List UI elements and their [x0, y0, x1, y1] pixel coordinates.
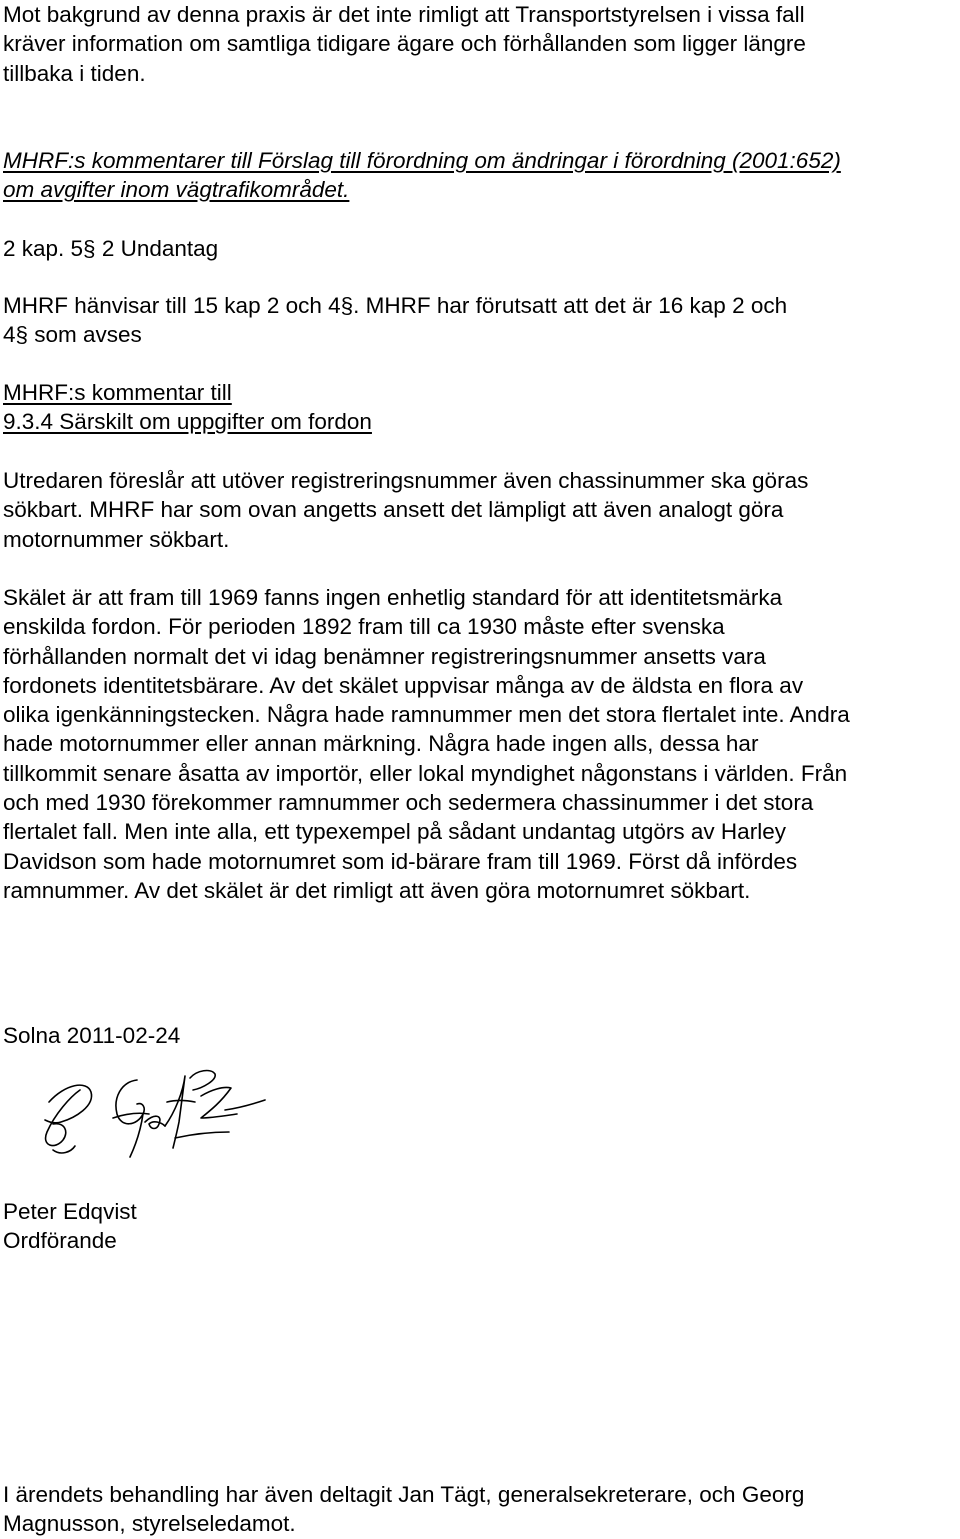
footer-note: I ärendets behandling har även deltagit Jan Tägt, generalsekreterare, och Georg Magnusson, styrelseledamot. [3, 1482, 805, 1537]
paragraph-praxis: Mot bakgrund av denna praxis är det inte rimligt att Transportstyrelsen i vissa fall kräver information om samtliga tidigare ägare och förhållanden som ligger längre tillbaka i tiden. [3, 2, 806, 86]
section-title: 2 kap. 5§ 2 Undantag [3, 236, 219, 261]
signer-name: Peter Edqvist [3, 1199, 137, 1224]
comment-reference: MHRF:s kommentar till 9.3.4 Särskilt om uppgifter om fordon [3, 380, 372, 435]
place-date: Solna 2011-02-24 [3, 1023, 181, 1048]
signer-title: Ordförande [3, 1228, 117, 1253]
paragraph-reference: MHRF hänvisar till 15 kap 2 och 4§. MHRF har förutsatt att det är 16 kap 2 och 4§ som avses [3, 293, 788, 348]
signature-image [25, 1062, 275, 1182]
paragraph-proposal: Utredaren föreslår att utöver registreringsnummer även chassinummer ska göras sökbart. MHRF har som ovan angetts ansett det lämpligt att även analogt göra motornummer sökbart. [3, 468, 809, 552]
paragraph-reason: Skälet är att fram till 1969 fanns ingen enhetlig standard för att identitetsmärka enskilda fordon. För perioden 1892 fram till ca 1930 måste efter svenska förhållanden normalt det vi idag benämner registreringsnummer ansetts vara fordonets identitetsbärare. Av det skälet uppvisar många av de äldsta en flora av olika igenkänningstecken. Några hade ramnummer men det stora flertalet inte. Andra hade motornummer eller annan märkning. Några hade ingen alls, dessa har tillkommit senare åsatta av importör, eller lokal myndighet någonstans i världen. Från och med 1930 förekommer ramnummer och sedermera chassinummer i det stora flertalet fall. Men inte alla, ett typexempel på sådant undantag utgörs av Harley Davidson som hade motornumret som id-bärare fram till 1969. Först då infördes ramnummer. Av det skälet är det rimligt att även göra motornumret sökbart. [3, 585, 850, 903]
comment-heading: MHRF:s kommentarer till Förslag till förordning om ändringar i förordning (2001:652) om avgifter inom vägtrafikområdet. [3, 148, 841, 203]
